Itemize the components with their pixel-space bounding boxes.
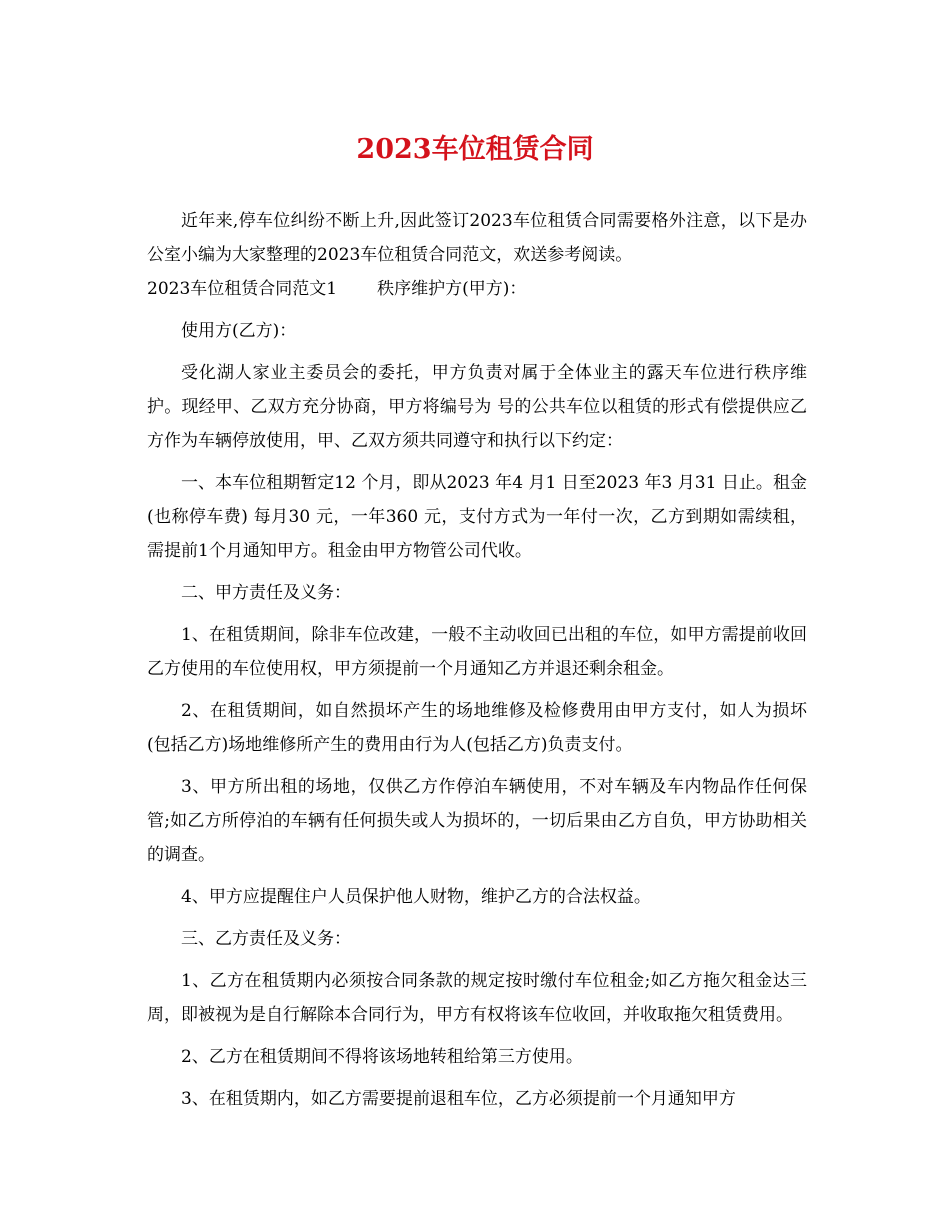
party-b-label: 使用方(乙方)： xyxy=(181,321,297,341)
section-3-heading: 三、乙方责任及义务： xyxy=(181,929,351,949)
section-2-heading: 二、甲方责任及义务： xyxy=(181,583,351,603)
document-body xyxy=(147,204,807,1116)
section-3-item: 2、乙方在租赁期间不得将该场地转租给第三方使用。 xyxy=(181,1047,583,1067)
clause-1-paragraph: 一、本车位租期暂定12 个月，即从2023 年4 月1 日至2023 年3 月31 日止。租金(也称停车费) 每月30 元，一年360 元，支付方式为一年付一次，乙方到期如需续租，需提前1个月通知甲方。租金由甲方物管公司代收。 xyxy=(147,473,807,561)
sample-heading-line xyxy=(147,272,807,306)
preamble-paragraph: 受化湖人家业主委员会的委托，甲方负责对属于全体业主的露天车位进行秩序维护。现经甲、乙双方充分协商，甲方将编号为 号的公共车位以租赁的形式有偿提供应乙方作为车辆停放使用，甲、乙双方须共同遵守和执行以下约定： xyxy=(147,363,807,451)
party-a-label: 秩序维护方(甲方)： xyxy=(377,279,527,299)
section-3-item: 3、在租赁期内，如乙方需要提前退租车位，乙方必须提前一个月通知甲方 xyxy=(181,1089,736,1109)
section-2-item: 4、甲方应提醒住户人员保护他人财物，维护乙方的合法权益。 xyxy=(181,887,651,907)
section-2-item: 1、在租赁期间，除非车位改建，一般不主动收回已出租的车位，如甲方需提前收回乙方使用的车位使用权，甲方须提前一个月通知乙方并退还剩余租金。 xyxy=(147,625,807,679)
intro-paragraph: 近年来,停车位纠纷不断上升,因此签订2023车位租赁合同需要格外注意，以下是办公室小编为大家整理的2023车位租赁合同范文，欢送参考阅读。 xyxy=(147,211,807,265)
section-3-item: 1、乙方在租赁期内必须按合同条款的规定按时缴付车位租金;如乙方拖欠租金达三周，即被视为是自行解除本合同行为，甲方有权将该车位收回，并收取拖欠租赁费用。 xyxy=(147,971,807,1025)
section-2-item: 2、在租赁期间，如自然损坏产生的场地维修及检修费用由甲方支付，如人为损坏(包括乙方)场地维修所产生的费用由行为人(包括乙方)负责支付。 xyxy=(147,701,807,755)
sample-heading: 2023车位租赁合同范文1 xyxy=(147,279,338,299)
section-2-item: 3、甲方所出租的场地，仅供乙方作停泊车辆使用，不对车辆及车内物品作任何保管;如乙方所停泊的车辆有任何损失或人为损坏的，一切后果由乙方自负，甲方协助相关的调查。 xyxy=(147,777,807,865)
document-title: 2023车位租赁合同 xyxy=(356,134,594,165)
